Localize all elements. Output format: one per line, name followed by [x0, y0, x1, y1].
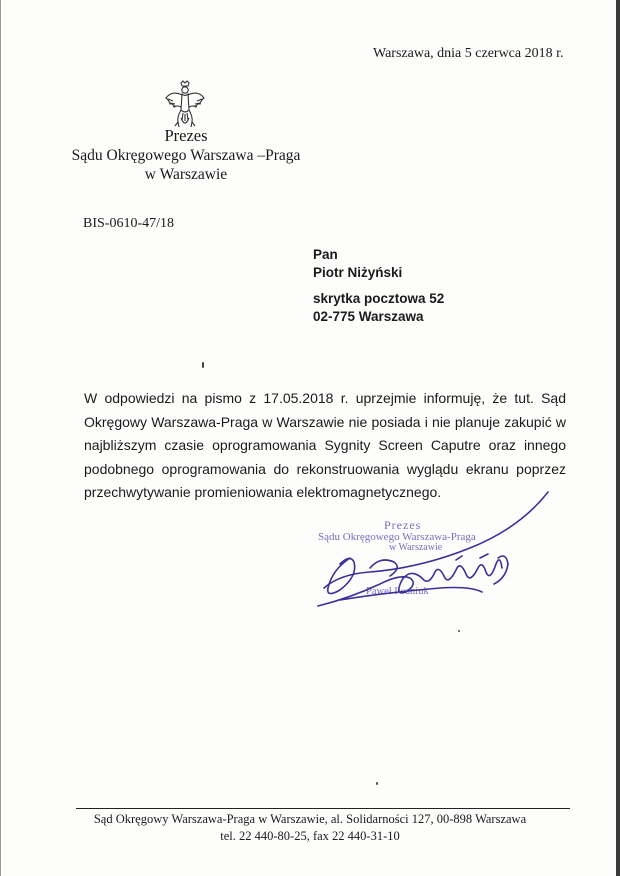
footer-address: Sąd Okręgowy Warszawa-Praga w Warszawie, al. Solidarności 127, 00-898 Warszawa — [93, 812, 527, 826]
polish-eagle-icon — [164, 80, 206, 130]
handwritten-signature — [310, 488, 560, 618]
stamp-court: Sądu Okręgowego Warszawa-Praga — [318, 531, 476, 543]
stamp-city: w Warszawie — [389, 542, 443, 553]
scan-speck — [458, 630, 460, 632]
sender-title: Prezes — [164, 126, 208, 145]
recipient-address-line1: skrytka pocztowa 52 — [313, 291, 445, 306]
stamp-title: Prezes — [384, 518, 422, 532]
sender-city: w Warszawie — [144, 166, 228, 183]
stamp-name: Paweł Iwaniuk — [366, 586, 429, 597]
scan-edge-right — [616, 0, 620, 876]
recipient-salutation: Pan — [313, 247, 338, 262]
letter-body: W odpowiedzi na pismo z 17.05.2018 r. uprzejmie informuję, że tut. Sąd Okręgowy Warszawa-Praga w Warszawie nie posiada i nie planuje zakupić w najbliższym czasie oprogramowania Sygnity Screen Caputre oraz innego podobnego oprogramowania do rekonstruowania wyglądu ekranu poprzez przechwytywanie promieniowania elektromagnetycznego. — [84, 390, 566, 500]
scan-speck — [202, 362, 204, 368]
letter-date: Warszawa, dnia 5 czerwca 2018 r. — [373, 46, 564, 61]
recipient-name: Piotr Niżyński — [313, 265, 403, 280]
footer-divider — [76, 808, 570, 809]
recipient-address-line2: 02-775 Warszawa — [313, 309, 424, 324]
scan-speck — [376, 782, 378, 785]
footer-contact: tel. 22 440-80-25, fax 22 440-31-10 — [220, 829, 400, 843]
sender-court: Sądu Okręgowego Warszawa –Praga — [71, 147, 301, 164]
reference-number: BIS-0610-47/18 — [83, 216, 174, 231]
